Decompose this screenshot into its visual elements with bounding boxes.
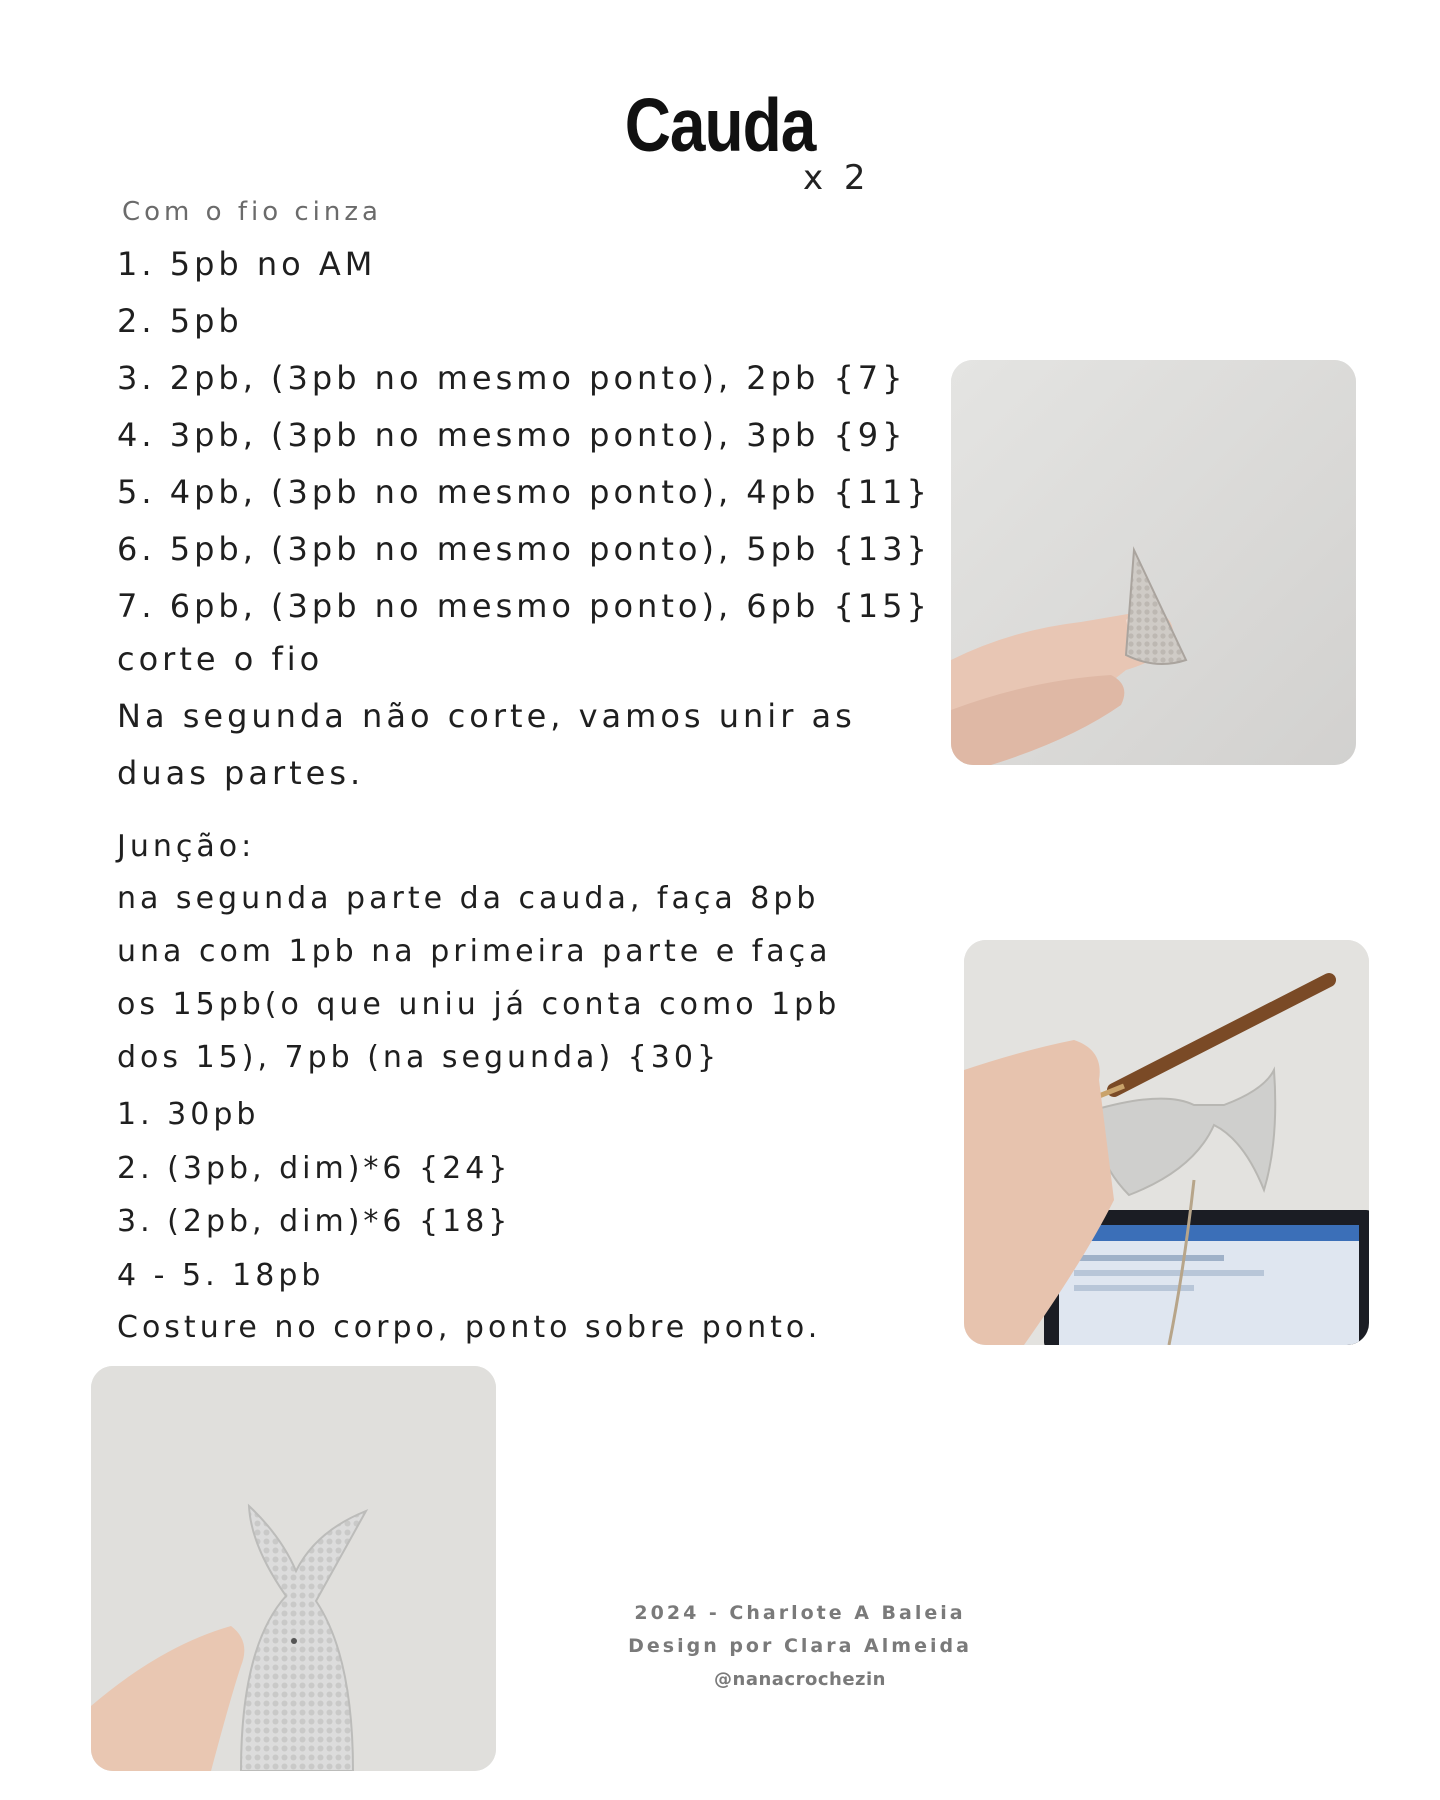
crochet-tail-piece-icon xyxy=(951,360,1356,765)
join-heading: Junção: xyxy=(117,829,256,864)
footer-handle: @nanacrochezin xyxy=(714,1669,886,1690)
quantity-multiplier: x 2 xyxy=(803,158,871,198)
finish-instruction: Costure no corpo, ponto sobre ponto. xyxy=(117,1310,822,1345)
finished-whale-tail-icon xyxy=(91,1366,496,1771)
row-item: 4 - 5. 18pb xyxy=(117,1257,325,1293)
step-item: 2. 5pb xyxy=(117,302,243,340)
row-item: 3. (2pb, dim)*6 {18} xyxy=(117,1204,512,1239)
step-item: 7. 6pb, (3pb no mesmo ponto), 6pb {15} xyxy=(117,587,931,625)
row-item: 2. (3pb, dim)*6 {24} xyxy=(117,1150,512,1186)
footer-year-title: 2024 - Charlote A Baleia xyxy=(634,1602,966,1624)
tail-piece-photo xyxy=(951,360,1356,765)
pattern-steps xyxy=(117,236,931,635)
join-rows xyxy=(117,1088,511,1302)
crochet-hook-joining-icon xyxy=(964,940,1369,1345)
step-item: 5. 4pb, (3pb no mesmo ponto), 4pb {11} xyxy=(117,473,931,511)
row-item: 1. 30pb xyxy=(117,1097,260,1132)
step-item: 3. 2pb, (3pb no mesmo ponto), 2pb {7} xyxy=(117,359,907,397)
page-title: Cauda xyxy=(624,82,816,168)
footer-designer: Design por Clara Almeida xyxy=(628,1635,972,1657)
cut-instruction: corte o fio xyxy=(117,640,324,678)
yarn-note: Com o fio cinza xyxy=(122,197,382,227)
step-item: 6. 5pb, (3pb no mesmo ponto), 5pb {13} xyxy=(117,530,931,568)
finished-tail-photo xyxy=(91,1366,496,1771)
step-item: 1. 5pb no AM xyxy=(117,245,377,283)
joining-photo xyxy=(964,940,1369,1345)
second-part-note: Na segunda não corte, vamos unir as duas partes. xyxy=(117,697,856,792)
join-instructions: na segunda parte da cauda, faça 8pb una com 1pb na primeira parte e faça os 15pb(o que uniu já conta como 1pb dos 15), 7pb (na segunda) {30} xyxy=(117,881,841,1075)
footer-credits xyxy=(560,1597,1040,1696)
step-item: 4. 3pb, (3pb no mesmo ponto), 3pb {9} xyxy=(117,416,907,454)
